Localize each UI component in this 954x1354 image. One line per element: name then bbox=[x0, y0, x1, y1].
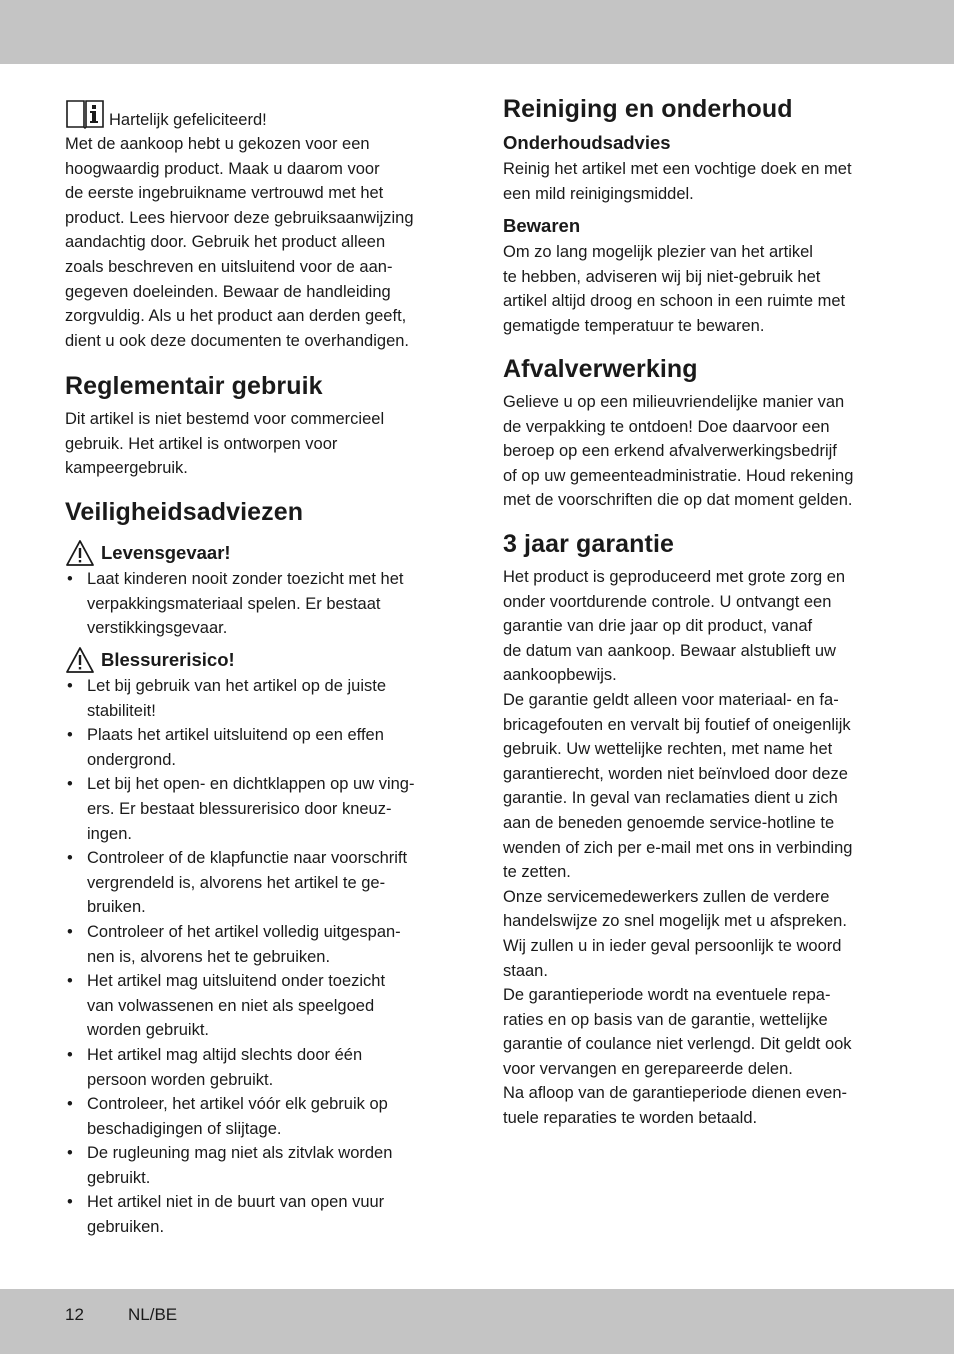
afval-heading: Afvalverwerking bbox=[503, 355, 698, 383]
garantie-text: Het product is geproduceerd met grote zorg en onder voortdurende controle. U ontvangt een garantie van drie jaar op dit product, vanaf de datum van aankoop. Bewaar alstublieft uw aankoopbewijs. De garantie geldt alleen voor materiaal- en fa- bricagefouten en vervalt bij foutief of oneigenlijk gebruik. Uw wettelijke rechten, met name het garantierecht, worden niet beïnvloed door deze garantie. In geval van reclamaties dient u zich aan de beneden genoemde service-hotline te wenden of zich per e-mail met ons in verbinding te zetten. Onze servicemedewerkers zullen de verdere handelswijze zo snel mogelijk met u afspreken. Wij zullen u in ieder geval persoonlijk te woord staan. De garantieperiode wordt na eventuele repa- raties en op basis van de garantie, wettelijke garantie of coulance niet verlengd. Dit geldt ook voor vervangen en gerepareerde delen. Na afloop van de garantieperiode dienen even- tuele reparaties te worden betaald. bbox=[503, 568, 853, 1128]
afval-text: Gelieve u op een milieuvriendelijke manier van de verpakking te ontdoen! Doe daarvoor een beroep op een erkend afvalverwerkingsbedrijf of op uw gemeenteadministratie. Houd rekening met de voorschriften die op dat moment gelden. bbox=[503, 393, 854, 510]
bullet-dot: • bbox=[67, 570, 73, 588]
info-book-icon bbox=[65, 97, 105, 131]
bullet-dot: • bbox=[67, 849, 73, 868]
bullet-dot: • bbox=[67, 726, 73, 745]
reglementair-text: Dit artikel is niet bestemd voor commercieel gebruik. Het artikel is ontworpen voor kampeergebruik. bbox=[65, 410, 385, 478]
list-item-text: Let bij het open- en dichtklappen op uw ving- ers. Er bestaat blessurerisico door kneuz- ingen. bbox=[87, 775, 415, 843]
blessure-list bbox=[65, 674, 455, 1240]
list-item bbox=[65, 674, 455, 723]
reglementair-heading: Reglementair gebruik bbox=[65, 372, 323, 400]
onderhoud-heading: Onderhoudsadvies bbox=[503, 132, 671, 153]
header-bar bbox=[0, 0, 954, 64]
levensgevaar-list bbox=[65, 567, 455, 641]
locale-label: NL/BE bbox=[128, 1305, 178, 1324]
list-item-text: Laat kinderen nooit zonder toezicht met het verpakkingsmateriaal spelen. Er bestaat verstikkingsgevaar. bbox=[87, 570, 404, 638]
warning-triangle-icon bbox=[65, 646, 95, 674]
list-item bbox=[65, 567, 455, 641]
garantie-heading: 3 jaar garantie bbox=[503, 530, 675, 558]
intro-section bbox=[65, 97, 414, 353]
intro-text: Met de aankoop hebt u gekozen voor een hoogwaardig product. Maak u daarom voor de eerste ingebruikname vertrouwd met het product. Lees hiervoor deze gebruiksaanwijzing aandachtig door. Gebruik het product alleen zoals beschreven en uitsluitend voor de aan- gegeven doeleinden. Bewaar de handleiding zorgvuldig. Als u het product aan derden geeft, dient u ook deze documenten te overhandigen. bbox=[65, 135, 414, 350]
list-item bbox=[65, 1092, 455, 1141]
warning-triangle-icon bbox=[65, 539, 95, 567]
bullet-dot: • bbox=[67, 972, 73, 991]
list-item-text: De rugleuning mag niet als zitvlak worden gebruikt. bbox=[87, 1144, 393, 1187]
list-item-text: Controleer of de klapfunctie naar voorschrift vergrendeld is, alvorens het artikel te ge- bruiken. bbox=[87, 849, 408, 917]
bewaren-heading: Bewaren bbox=[503, 215, 581, 236]
bullet-dot: • bbox=[67, 1193, 73, 1212]
list-item-text: Let bij gebruik van het artikel op de juiste stabiliteit! bbox=[87, 677, 387, 720]
bullet-dot: • bbox=[67, 922, 73, 941]
veiligheid-heading: Veiligheidsadviezen bbox=[65, 498, 304, 526]
blessure-heading bbox=[65, 646, 235, 674]
blessure-title: Blessurerisico! bbox=[101, 649, 235, 670]
intro-greeting: Hartelijk gefeliciteerd! bbox=[109, 111, 267, 130]
onderhoud-text: Reinig het artikel met een vochtige doek en met een mild reinigingsmiddel. bbox=[503, 160, 852, 203]
bullet-dot: • bbox=[67, 1144, 73, 1163]
list-item-text: Controleer of het artikel volledig uitgespan- nen is, alvorens het te gebruiken. bbox=[87, 922, 401, 966]
list-item-text: Controleer, het artikel vóór elk gebruik op beschadigingen of slijtage. bbox=[87, 1095, 388, 1138]
list-item-text: Het artikel mag altijd slechts door één persoon worden gebruikt. bbox=[87, 1045, 363, 1089]
list-item bbox=[65, 1043, 455, 1092]
bewaren-text: Om zo lang mogelijk plezier van het artikel te hebben, adviseren wij bij niet-gebruik het artikel altijd droog en schoon in een ruimte met gematigde temperatuur te bewaren. bbox=[503, 243, 846, 335]
bullet-dot: • bbox=[67, 775, 73, 794]
levensgevaar-title: Levensgevaar! bbox=[101, 542, 231, 563]
list-item bbox=[65, 772, 455, 846]
bullet-dot: • bbox=[67, 677, 73, 695]
reiniging-heading: Reiniging en onderhoud bbox=[503, 95, 793, 123]
list-item bbox=[65, 1141, 455, 1190]
list-item-text: Het artikel niet in de buurt van open vuur gebruiken. bbox=[87, 1193, 385, 1237]
list-item bbox=[65, 846, 455, 920]
bullet-dot: • bbox=[67, 1095, 73, 1114]
levensgevaar-heading bbox=[65, 539, 231, 567]
page-number: 12 bbox=[65, 1305, 84, 1324]
list-item-text: Het artikel mag uitsluitend onder toezicht van volwassenen en niet als speelgoed worden gebruikt. bbox=[87, 972, 386, 1040]
intro-greeting-line bbox=[65, 97, 414, 131]
list-item bbox=[65, 723, 455, 772]
list-item bbox=[65, 920, 455, 969]
list-item bbox=[65, 1190, 455, 1239]
bullet-dot: • bbox=[67, 1045, 73, 1064]
list-item bbox=[65, 969, 455, 1043]
list-item-text: Plaats het artikel uitsluitend op een effen ondergrond. bbox=[87, 726, 384, 769]
